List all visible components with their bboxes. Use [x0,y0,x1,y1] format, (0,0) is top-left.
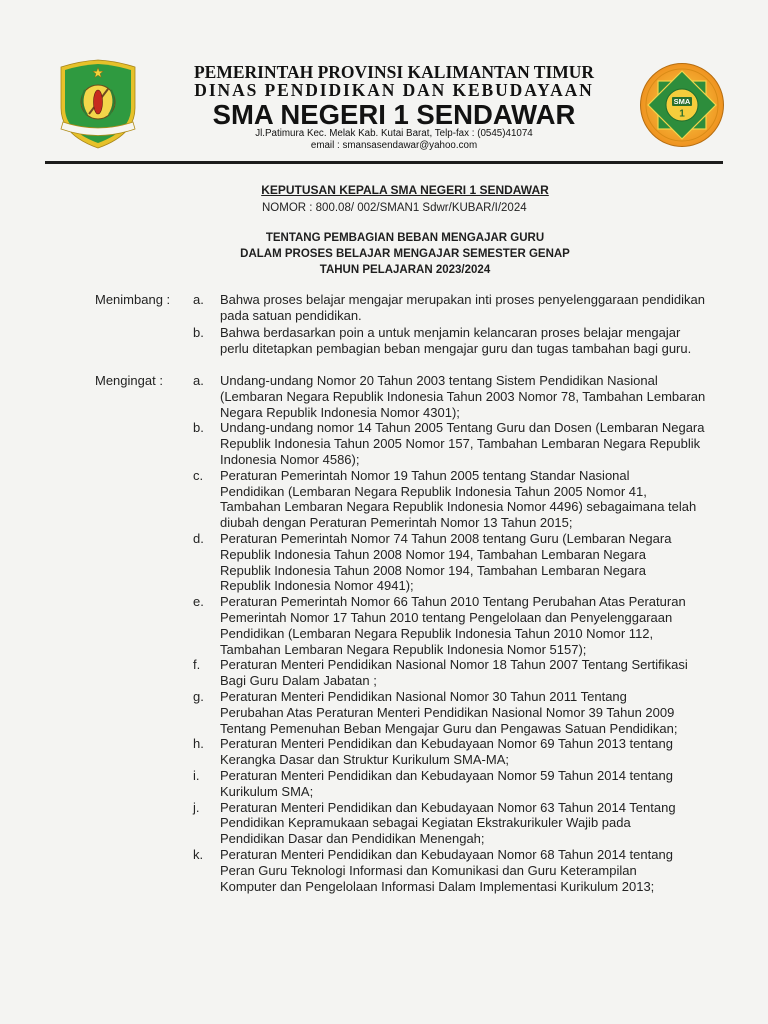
item-line: (Lembaran Negara Republik Indonesia Tahun 2003 Nomor 78, Tambahan Lembaran [220,388,706,404]
school-email: email : smansasendawar@yahoo.com [310,140,478,151]
mengingat-item-i [193,768,705,800]
menimbang-item-a [193,292,705,324]
letterhead-divider [45,161,723,164]
dayak-shield [94,90,103,114]
item-line: Bahwa berdasarkan poin a untuk menjamin kelancaran proses belajar mengajar [220,325,681,341]
item-marker: i. [193,767,200,783]
mengingat-item-h [193,736,705,768]
item-marker: b. [193,420,204,436]
mengingat-item-b [193,420,705,467]
item-marker: a. [193,373,204,388]
province-emblem-logo [58,58,138,150]
decree-heading: KEPUTUSAN KEPALA SMA NEGERI 1 SENDAWAR [261,183,549,197]
item-line: Republik Indonesia Tahun 2008 Nomor 194, Tambahan Lembaran Negara [220,562,646,578]
item-line: Indonesia Nomor 4586); [220,451,360,467]
item-line: Peraturan Pemerintah Nomor 66 Tahun 2010 Tentang Perubahan Atas Peraturan [220,594,686,610]
item-line: Undang-undang Nomor 20 Tahun 2003 tentang Sistem Pendidikan Nasional [220,373,658,388]
item-marker: k. [193,846,204,862]
item-line: Tambahan Lembaran Negara Republik Indonesia Nomor 5157); [220,641,587,657]
mengingat-item-e [193,594,705,657]
item-line: Peraturan Menteri Pendidikan dan Kebudayaan Nomor 59 Tahun 2014 tentang [220,767,673,783]
item-marker: d. [193,530,204,546]
mengingat-item-a [193,373,705,420]
item-line: Peraturan Menteri Pendidikan dan Kebudayaan Nomor 69 Tahun 2013 tentang [220,736,673,752]
item-line: Bahwa proses belajar mengajar merupakan inti proses penyelenggaraan pendidikan [220,292,705,307]
item-line: Pemerintah Nomor 17 Tahun 2010 tentang Pengelolaan dan Penyelenggaraan [220,609,673,625]
item-line: Undang-undang nomor 14 Tahun 2005 Tentang Guru dan Dosen (Lembaran Negara [220,420,705,436]
item-line: Republik Indonesia Tahun 2005 Nomor 157, Tambahan Lembaran Negara Republik [220,436,701,452]
school-name: SMA NEGERI 1 SENDAWAR [212,99,576,130]
government-line: PEMERINTAH PROVINSI KALIMANTAN TIMUR [193,62,595,82]
department-line: DINAS PENDIDIKAN DAN KEBUDAYAAN [194,80,594,100]
item-line: Kurikulum SMA; [220,783,314,799]
item-line: perlu ditetapkan pembagian beban mengajar guru dan tugas tambahan bagi guru. [220,340,692,356]
item-marker: c. [193,467,204,483]
menimbang-list [193,292,705,357]
item-marker: j. [193,799,200,815]
decree-subject-line: TAHUN PELAJARAN 2023/2024 [319,264,491,276]
item-marker: e. [193,594,204,610]
item-line: Komputer dan Pengelolaan Informasi Dalam Implementasi Kurikulum 2013; [220,878,655,894]
item-marker: g. [193,688,204,704]
item-line: Negara Republik Indonesia Nomor 4301); [220,404,460,420]
item-line: Peraturan Menteri Pendidikan dan Kebudayaan Nomor 63 Tahun 2014 Tentang [220,799,676,815]
item-line: pada satuan pendidikan. [220,307,362,323]
item-line: Peraturan Pemerintah Nomor 74 Tahun 2008 tentang Guru (Lembaran Negara [220,530,672,546]
mengingat-item-g [193,689,705,736]
mengingat-item-k [193,847,705,894]
item-line: Republik Indonesia Nomor 4941); [220,578,414,594]
decree-number: NOMOR : 800.08/ 002/SMAN1 Sdwr/KUBAR/I/2024 [262,202,527,214]
item-line: Pendidikan Dasar dan Pendidikan Menengah; [220,831,485,847]
item-line: Peraturan Pemerintah Nomor 19 Tahun 2005 tentang Standar Nasional [220,467,630,483]
item-line: Kerangka Dasar dan Struktur Kurikulum SMA-MA; [220,752,509,768]
mengingat-item-f [193,657,705,689]
menimbang-item-b [193,325,705,357]
item-line: Peraturan Menteri Pendidikan Nasional Nomor 30 Tahun 2011 Tentang [220,688,627,704]
item-line: Pendidikan (Lembaran Negara Republik Indonesia Tahun 2010 Nomor 112, [220,625,654,641]
item-line: diubah dengan Peraturan Pemerintah Nomor 13 Tahun 2015; [220,515,573,531]
mengingat-item-d [193,531,705,594]
mengingat-item-j [193,800,705,847]
school-logo-lettering: SMA [673,97,691,107]
decree-subject-line: TENTANG PEMBAGIAN BEBAN MENGAJAR GURU [265,232,545,244]
item-line: Republik Indonesia Tahun 2008 Nomor 194, Tambahan Lembaran Negara [220,546,646,562]
mengingat-label: Mengingat : [95,373,163,388]
item-line: Bagi Guru Dalam Jabatan ; [220,673,377,689]
item-line: Perubahan Atas Peraturan Menteri Pendidikan Nasional Nomor 39 Tahun 2009 [220,704,675,720]
mengingat-list [193,373,705,894]
school-logo [639,62,725,148]
item-line: Tentang Pemenuhan Beban Mengajar Guru dan Pengawas Satuan Pendidikan; [220,720,678,736]
item-line: Pendidikan Kepramukaan sebagai Kegiatan Ekstrakurikuler Wajib pada [220,815,631,831]
decree-subject-line: DALAM PROSES BELAJAR MENGAJAR SEMESTER GENAP [240,248,570,260]
item-line: Peraturan Menteri Pendidikan dan Kebudayaan Nomor 68 Tahun 2014 tentang [220,846,673,862]
item-marker: a. [193,292,204,307]
item-line: Pendidikan (Lembaran Negara Republik Indonesia Tahun 2005 Nomor 41, [220,483,647,499]
menimbang-label: Menimbang : [95,292,171,307]
school-logo-number: 1 [679,108,685,120]
item-line: Peran Guru Teknologi Informasi dan Komunikasi dan Guru Keterampilan [220,862,637,878]
school-address: Jl.Patimura Kec. Melak Kab. Kutai Barat, Telp-fax : (0545)41074 [255,128,533,139]
item-marker: f. [193,657,201,673]
item-marker: b. [193,325,204,341]
item-line: Peraturan Menteri Pendidikan Nasional Nomor 18 Tahun 2007 Tentang Sertifikasi [220,657,688,673]
item-line: Tambahan Lembaran Negara Republik Indonesia Nomor 4496) sebagaimana telah [220,499,697,515]
item-marker: h. [193,736,204,752]
mengingat-item-c [193,468,705,531]
